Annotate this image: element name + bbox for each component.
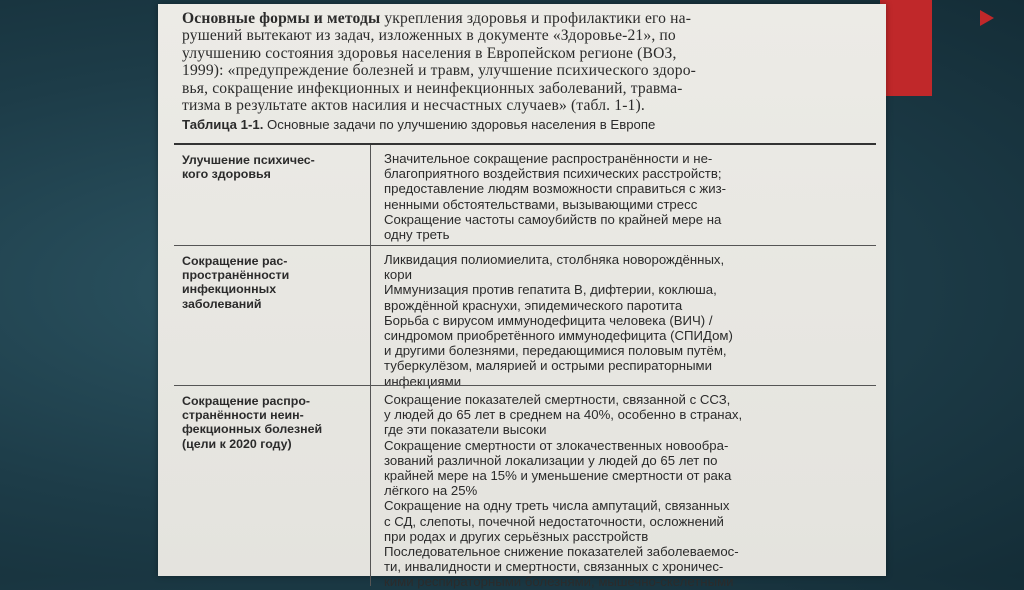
row-content-line: зований различной локализации у людей до 65 лет по (384, 452, 718, 468)
row-content-line: предоставление людям возможности справиться с жиз- (384, 181, 727, 197)
column-divider (370, 246, 371, 386)
row-content-line: Борьба с вирусом иммунодефицита человека (ВИЧ) / (384, 312, 713, 328)
row-content-line: лёгкого на 25% (384, 483, 478, 499)
intro-line: вья, сокращение инфекционных и неинфекционных заболеваний, травма- (182, 79, 683, 97)
row-content-line: Значительное сокращение распространённости и не- (384, 151, 713, 166)
intro-line-1-rest: укрепления здоровья и профилактики его на- (380, 10, 692, 27)
tasks-table (174, 143, 876, 590)
intro-line: улучшению состояния здоровья населения в Европейском регионе (ВОЗ, (182, 44, 677, 62)
intro-line: рушений вытекают из задач, изложенных в документе «Здоровье-21», по (182, 27, 676, 45)
row-content-line: и другими болезнями, передающимися половым путём, (384, 343, 727, 359)
row-heading-line: заболеваний (182, 296, 262, 311)
intro-paragraph (182, 10, 862, 114)
red-accent-block (880, 0, 932, 96)
row-content-line: при родах и других серьёзных расстройств (384, 528, 649, 544)
intro-line: тизма в результате актов насилия и несчастных случаев» (табл. 1-1). (182, 97, 645, 115)
row-content-line: ненными обстоятельствами, вызывающими стресс (384, 196, 698, 212)
row-content-line: Сокращение смертности от злокачественных новообра- (384, 437, 729, 453)
row-content-line: где эти показатели высоки (384, 422, 547, 438)
row-content (384, 392, 874, 590)
row-heading-line: странённости неин- (182, 408, 304, 423)
row-content (384, 151, 874, 242)
row-content-line: Сокращение показателей смертности, связанной с ССЗ, (384, 392, 731, 407)
row-content-line: туберкулёзом, малярией и острыми респираторными (384, 358, 712, 374)
row-heading (182, 394, 368, 451)
table-caption (182, 117, 862, 132)
table-caption-title: Основные задачи по улучшению здоровья населения в Европе (263, 117, 656, 132)
row-content-line: врождённой краснухи, эпидемического паротита (384, 297, 683, 313)
document-photo (158, 4, 886, 590)
row-heading-line: Улучшение психичес- (182, 153, 315, 167)
row-content (384, 252, 874, 389)
table-row (174, 145, 876, 245)
row-content-line: благоприятного воздействия психических расстройств; (384, 166, 722, 182)
row-heading-line: кого здоровья (182, 167, 271, 182)
table-caption-label: Таблица 1-1. (182, 117, 264, 132)
row-heading-line: Сокращение распро- (182, 394, 311, 408)
row-content-line: Сокращение на одну треть числа ампутаций, связанных (384, 498, 730, 514)
row-heading-line: фекционных болезней (182, 422, 323, 437)
table-row (174, 385, 876, 590)
row-heading-line: пространённости (182, 268, 290, 283)
row-heading-line: (цели к 2020 году) (182, 436, 292, 451)
row-content-line: кори (384, 267, 412, 283)
row-heading-line: инфекционных (182, 282, 277, 297)
column-divider (370, 386, 371, 586)
row-heading-line: Сокращение рас- (182, 254, 288, 268)
row-content-line: Сокращение частоты самоубийств по крайней мере на (384, 211, 722, 227)
row-heading (182, 254, 368, 311)
intro-line-1 (182, 10, 862, 27)
row-content-line: у людей до 65 лет в среднем на 40%, особенно в странах, (384, 407, 743, 423)
row-content-line: с СД, слепоты, почечной недостаточности, осложнений (384, 513, 724, 529)
row-content-line: кими респираторными болезнями, мышечно-скелетными (384, 574, 734, 590)
intro-bold-lead: Основные формы и методы (182, 10, 381, 27)
row-content-line: Последовательное снижение показателей заболеваемос- (384, 544, 739, 560)
row-heading (182, 153, 368, 181)
row-content-line: Ликвидация полиомиелита, столбняка новорождённых, (384, 252, 725, 267)
row-content-line: одну треть (384, 227, 450, 243)
row-content-line: синдромом приобретённого иммунодефицита (СПИДом) (384, 328, 733, 344)
column-divider (370, 145, 371, 245)
row-content-line: инфекциями (384, 373, 462, 389)
row-content-line: Иммунизация против гепатита В, дифтерии, коклюша, (384, 282, 717, 298)
slide-marker-triangle-icon (980, 10, 994, 26)
row-content-line: крайней мере на 15% и уменьшение смертности от рака (384, 468, 732, 484)
intro-line: 1999): «предупреждение болезней и травм, улучшение психического здоро- (182, 62, 696, 80)
table-row (174, 245, 876, 389)
row-content-line: ти, инвалидности и смертности, связанных с хроничес- (384, 559, 724, 575)
